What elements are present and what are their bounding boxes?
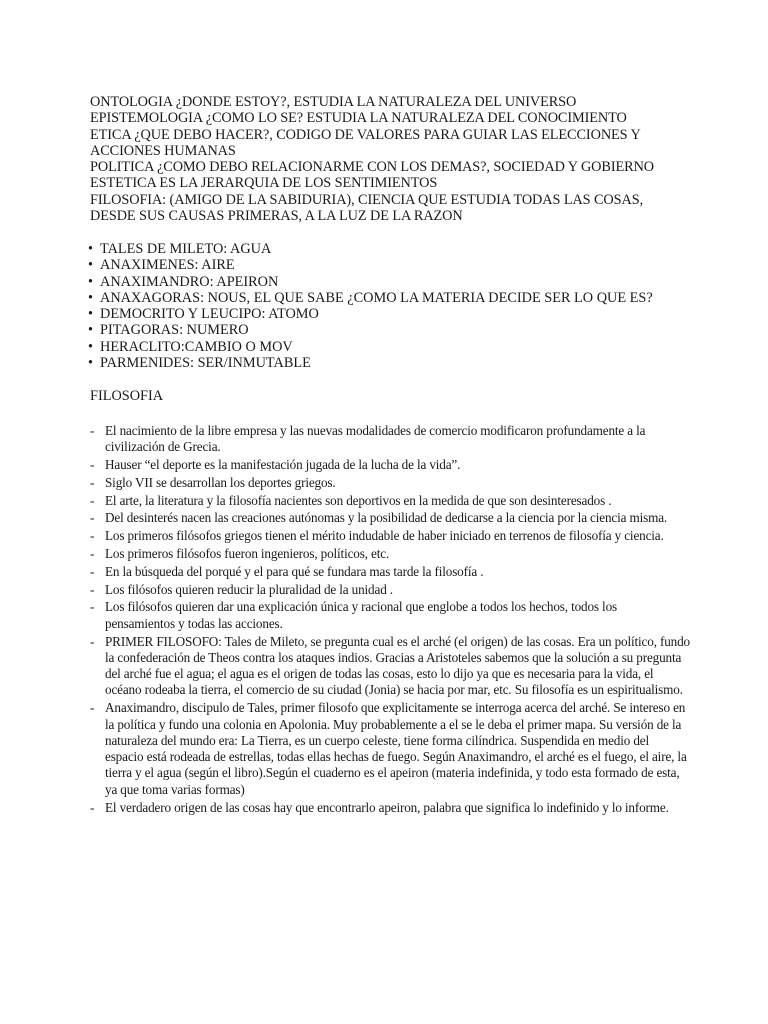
definition-line: ONTOLOGIA ¿DONDE ESTOY?, ESTUDIA LA NATURALEZA DEL UNIVERSO <box>90 94 577 110</box>
dash-icon: - <box>90 474 95 490</box>
list-item <box>90 634 690 699</box>
list-item-text: TALES DE MILETO: AGUA <box>100 241 272 257</box>
dash-icon: - <box>90 581 95 597</box>
list-item <box>90 528 690 544</box>
definitions-block <box>90 94 660 224</box>
dash-icon: - <box>90 423 95 438</box>
list-item <box>90 546 690 562</box>
definition-line: EPISTEMOLOGIA ¿COMO LO SE? ESTUDIA LA NATURALEZA DEL CONOCIMIENTO <box>90 110 627 127</box>
list-item-text: HERACLITO:CAMBIO O MOV <box>100 338 293 355</box>
list-item <box>88 322 653 338</box>
list-item <box>90 800 690 816</box>
bullet-icon: • <box>88 306 94 323</box>
list-item-text: El verdadero origen de las cosas hay que encontrarlo apeiron, palabra que significa lo indefinido y lo informe. <box>105 799 669 815</box>
list-item-text: ANAXIMENES: AIRE <box>100 257 235 274</box>
definition-line: FILOSOFIA: (AMIGO DE LA SABIDURIA), CIENCIA QUE ESTUDIA TODAS LAS COSAS, <box>90 191 644 208</box>
dash-icon: - <box>90 457 95 473</box>
list-item <box>90 700 690 798</box>
list-item <box>88 274 653 290</box>
list-item <box>90 423 690 456</box>
list-item-text: PITAGORAS: NUMERO <box>100 322 249 339</box>
dash-icon: - <box>90 492 95 508</box>
bullet-icon: • <box>88 241 94 257</box>
list-item <box>90 493 690 509</box>
bullet-icon: • <box>88 289 94 306</box>
list-item-text: DEMOCRITO Y LEUCIPO: ATOMO <box>100 306 319 323</box>
list-item-text: Siglo VII se desarrollan los deportes griegos. <box>105 474 336 490</box>
dash-icon: - <box>90 700 95 716</box>
list-item-text: Los primeros filósofos fueron ingenieros, políticos, etc. <box>105 546 390 562</box>
definition-line: POLITICA ¿COMO DEBO RELACIONARME CON LOS DEMAS?, SOCIEDAD Y GOBIERNO <box>90 159 655 176</box>
list-item <box>90 564 690 580</box>
dash-icon: - <box>90 528 95 544</box>
dash-icon: - <box>90 599 95 615</box>
bullet-icon: • <box>88 322 94 339</box>
list-item <box>88 290 653 306</box>
list-item-text: Hauser “el deporte es la manifestación jugada de la lucha de la vida”. <box>105 457 461 473</box>
list-item <box>88 355 653 371</box>
list-item-text: ANAXIMANDRO: APEIRON <box>100 273 279 290</box>
list-item-text: PRIMER FILOSOFO: Tales de Mileto, se pregunta cual es el arché (el origen) de las cosas. Era un político, fundo la confederación de Theos contra los ataques indios. Gracias a Aristoteles sabemos que la solución a su pregunta del arché fue el agua; el agua es el origen de todas las cosas, esto lo dijo ya que es necesaria para la vida, el océano rodeaba la tierra, el comercio de su ciudad (Jonia) se hacia por mar, etc. Su filosofía es un espiritualismo. <box>105 633 691 698</box>
list-item <box>88 257 653 273</box>
list-item-text: ANAXAGORAS: NOUS, EL QUE SABE ¿COMO LA MATERIA DECIDE SER LO QUE ES? <box>100 289 653 306</box>
list-item <box>88 306 653 322</box>
list-item-text: Anaximandro, discipulo de Tales, primer filosofo que explicitamente se interroga acerca del arché. Se intereso en la política y fundo una colonia en Apolonia. Muy probablemente a el se le deba el primer mapa. Su versión de la naturaleza del mundo era: La Tierra, es un cuerpo celeste, tiene forma cilíndrica. Suspendida en medio del espacio está rodeada de estrellas, todas ellas hechas de fuego. Según Anaximandro, el arché es el fuego, el aire, la tierra y el agua (según el libro).Según el cuaderno es el apeiron (materia indefinida, y todo esta formado de esta, ya que toma varias formas) <box>105 700 687 797</box>
bullet-icon: • <box>88 355 94 372</box>
list-item <box>90 457 690 473</box>
dash-icon: - <box>90 546 95 562</box>
list-item-text: PARMENIDES: SER/INMUTABLE <box>100 355 311 372</box>
list-item-text: Los filósofos quieren reducir la pluralidad de la unidad . <box>105 581 393 597</box>
bullet-icon: • <box>88 338 94 355</box>
list-item-text: Los primeros filósofos griegos tienen el mérito indudable de haber iniciado en terrenos de filosofía y ciencia. <box>105 528 664 544</box>
definition-line: ETICA ¿QUE DEBO HACER?, CODIGO DE VALORES PARA GUIAR LAS ELECCIONES Y <box>90 126 641 143</box>
philosophers-list <box>88 241 653 371</box>
list-item <box>88 241 653 257</box>
list-item-text: Los filósofos quieren dar una explicación única y racional que englobe a todos los hechos, todos los pensamientos y todas las acciones. <box>105 599 617 631</box>
list-item <box>90 475 690 491</box>
list-item <box>90 510 690 526</box>
notes-list <box>90 423 690 817</box>
dash-icon: - <box>90 510 95 526</box>
list-item <box>90 582 690 598</box>
list-item-text: Del desinterés nacen las creaciones autónomas y la posibilidad de dedicarse a la ciencia por la ciencia misma. <box>105 510 668 526</box>
definition-line: DESDE SUS CAUSAS PRIMERAS, A LA LUZ DE LA RAZON <box>90 208 463 225</box>
dash-icon: - <box>90 799 95 815</box>
bullet-icon: • <box>88 257 94 274</box>
dash-icon: - <box>90 633 95 649</box>
list-item-text: El arte, la literatura y la filosofía nacientes son deportivos en la medida de que son desinteresados . <box>105 492 612 508</box>
definition-line: ESTETICA ES LA JERARQUIA DE LOS SENTIMIENTOS <box>90 175 438 192</box>
dash-icon: - <box>90 563 95 579</box>
list-item <box>90 599 690 632</box>
list-item <box>88 339 653 355</box>
section-heading: FILOSOFIA <box>90 388 164 404</box>
list-item-text: En la búsqueda del porqué y el para qué se fundara mas tarde la filosofía . <box>105 563 484 579</box>
definition-line: ACCIONES HUMANAS <box>90 142 236 159</box>
list-item-text: El nacimiento de la libre empresa y las nuevas modalidades de comercio modificaron profundamente a la civilización de Grecia. <box>105 423 646 455</box>
bullet-icon: • <box>88 273 94 290</box>
